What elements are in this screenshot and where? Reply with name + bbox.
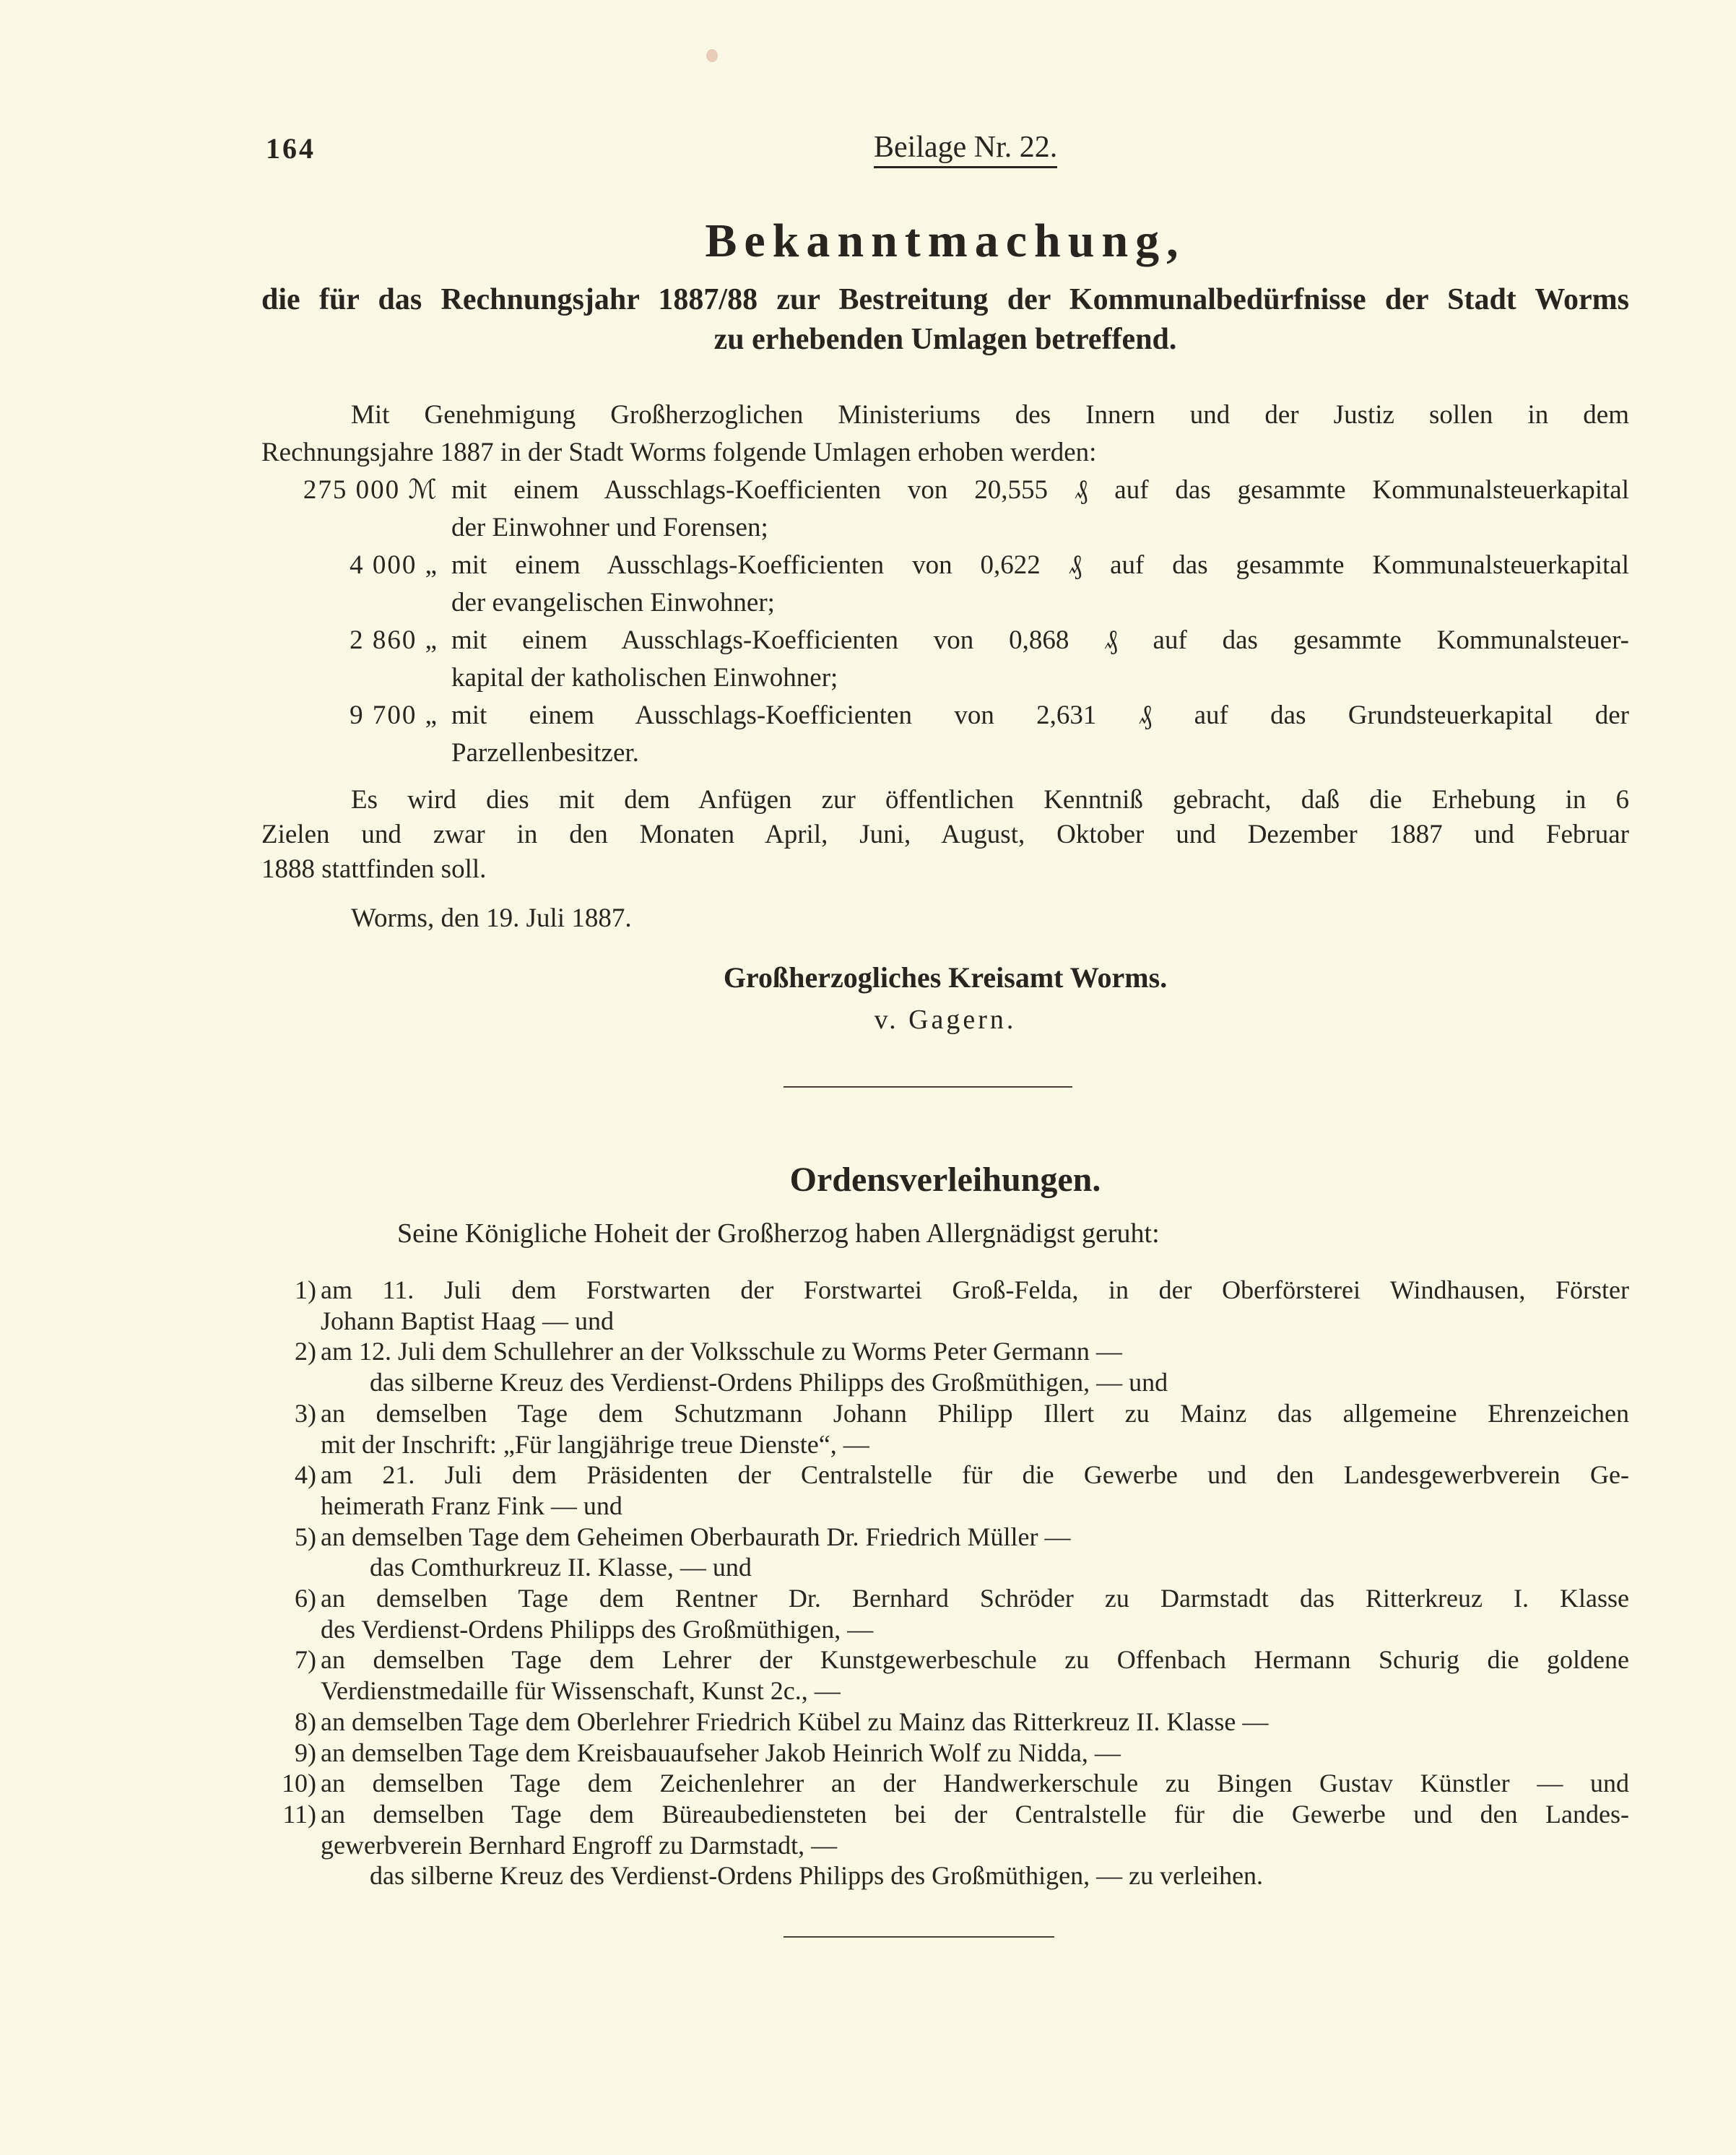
levy-line: kapital der katholischen Einwohner;	[451, 663, 838, 693]
amount-value: 4 000	[350, 550, 417, 580]
decoration-item	[261, 1707, 1629, 1738]
item-number: 5)	[295, 1522, 316, 1551]
issuing-authority: Großherzogliches Kreisamt Worms.	[723, 961, 1168, 994]
item-line: heimerath Franz Fink — und	[321, 1491, 622, 1520]
section-divider	[784, 1086, 1072, 1088]
levy-entry	[261, 622, 1629, 697]
decoration-item	[261, 1460, 1629, 1521]
levy-text	[451, 547, 1629, 622]
item-number: 10)	[282, 1769, 316, 1798]
item-number: 9)	[295, 1738, 316, 1767]
item-text	[321, 1398, 1629, 1460]
levy-entry	[261, 547, 1629, 622]
levy-line: der evangelischen Einwohner;	[451, 588, 775, 617]
notice-paragraph	[261, 783, 1629, 887]
item-number: 4)	[295, 1460, 316, 1490]
item-text	[321, 1522, 1629, 1583]
amount-unit: „	[425, 625, 438, 655]
item-number: 11)	[282, 1799, 316, 1829]
item-line: an demselben Tage dem Kreisbauaufseher Jakob Heinrich Wolf zu Nidda, —	[321, 1738, 1121, 1767]
item-text	[321, 1275, 1629, 1336]
item-number: 1)	[295, 1275, 316, 1304]
amount-unit: „	[425, 550, 438, 580]
item-text	[321, 1738, 1629, 1769]
award-line: das silberne Kreuz des Verdienst-Ordens Philipps des Großmüthigen, — und	[370, 1368, 1168, 1397]
decorations-intro: Seine Königliche Hoheit der Großherzog haben Allergnädigst geruht:	[397, 1218, 1160, 1249]
item-line: an demselben Tage dem Schutzmann Johann Philipp Illert zu Mainz das allgemeine Ehrenzeichen	[321, 1398, 1629, 1428]
notice-line: 1888 stattfinden soll.	[261, 854, 487, 884]
signatory: v. Gagern.	[874, 1005, 1017, 1035]
item-line: des Verdienst-Ordens Philipps des Großmüthigen, —	[321, 1614, 874, 1644]
item-line: an demselben Tage dem Geheimen Oberbaurath Dr. Friedrich Müller —	[321, 1522, 1071, 1551]
levy-text	[451, 472, 1629, 547]
decoration-item	[261, 1799, 1629, 1891]
intro-line: Rechnungsjahre 1887 in der Stadt Worms folgende Umlagen erhoben werden:	[261, 438, 1097, 467]
item-line: an demselben Tage dem Lehrer der Kunstgewerbeschule zu Offenbach Hermann Schurig die goldene	[321, 1645, 1629, 1675]
levy-line: mit einem Ausschlags-Koefficienten von 0,868 ₰ auf das gesammte Kommunalsteuer-	[451, 625, 1629, 655]
amount-value: 2 860	[350, 625, 417, 655]
decoration-item	[261, 1275, 1629, 1336]
decorations-title: Ordensverleihungen.	[789, 1161, 1101, 1199]
decorations-list	[261, 1275, 1629, 1891]
decoration-item	[261, 1738, 1629, 1769]
notice-line: Zielen und zwar in den Monaten April, Juni, August, Oktober und Dezember 1887 und Februar	[261, 820, 1629, 849]
levy-text	[451, 697, 1629, 772]
supplement-heading: Beilage Nr. 22.	[874, 130, 1057, 168]
levy-line: mit einem Ausschlags-Koefficienten von 20,555 ₰ auf das gesammte Kommunalsteuerkapital	[451, 475, 1629, 505]
decoration-item	[261, 1583, 1629, 1644]
decoration-item	[261, 1336, 1629, 1397]
subtitle-line: die für das Rechnungsjahr 1887/88 zur Bestreitung der Kommunalbedürfnisse der Stadt Worms	[261, 283, 1629, 316]
levy-amount	[261, 697, 451, 772]
decoration-item	[261, 1398, 1629, 1460]
item-number: 8)	[295, 1707, 316, 1736]
page-number: 164	[266, 132, 316, 165]
levy-text	[451, 622, 1629, 697]
award-line: das silberne Kreuz des Verdienst-Ordens Philipps des Großmüthigen, — zu verleihen.	[370, 1861, 1264, 1891]
decoration-item	[261, 1768, 1629, 1799]
item-line: Verdienstmedaille für Wissenschaft, Kunst 2c., —	[321, 1676, 841, 1706]
item-line: am 21. Juli dem Präsidenten der Centralstelle für die Gewerbe und den Landesgewerbverein Ge-	[321, 1460, 1629, 1490]
item-line: an demselben Tage dem Oberlehrer Friedrich Kübel zu Mainz das Ritterkreuz II. Klasse —	[321, 1707, 1269, 1736]
item-line: am 11. Juli dem Forstwarten der Forstwartei Groß-Felda, in der Oberförsterei Windhausen, Förster	[321, 1275, 1629, 1304]
item-line: mit der Inschrift: „Für langjährige treue Dienste“, —	[321, 1429, 869, 1459]
levy-line: mit einem Ausschlags-Koefficienten von 0,622 ₰ auf das gesammte Kommunalsteuerkapital	[451, 550, 1629, 580]
item-text	[321, 1799, 1629, 1891]
item-text	[321, 1707, 1629, 1738]
levy-amount	[261, 622, 451, 697]
item-line: gewerbverein Bernhard Engroff zu Darmstadt, —	[321, 1830, 838, 1860]
intro-line: Mit Genehmigung Großherzoglichen Ministeriums des Innern und der Justiz sollen in dem	[351, 400, 1629, 430]
notice-line: Es wird dies mit dem Anfügen zur öffentlichen Kenntniß gebracht, daß die Erhebung in 6	[351, 785, 1629, 815]
announcement-subtitle	[261, 280, 1629, 360]
item-number: 6)	[295, 1584, 316, 1613]
levy-amount	[261, 472, 451, 547]
item-line: Johann Baptist Haag — und	[321, 1306, 614, 1335]
decoration-item	[261, 1644, 1629, 1706]
subtitle-line: zu erhebenden Umlagen betreffend.	[713, 323, 1177, 356]
levy-line: Parzellenbesitzer.	[451, 738, 639, 768]
levy-line: der Einwohner und Forensen;	[451, 513, 768, 542]
item-line: am 12. Juli dem Schullehrer an der Volksschule zu Worms Peter Germann —	[321, 1337, 1122, 1366]
section-divider	[784, 1936, 1054, 1938]
item-number: 2)	[295, 1337, 316, 1366]
decoration-item	[261, 1522, 1629, 1583]
item-text	[321, 1644, 1629, 1706]
item-line: an demselben Tage dem Rentner Dr. Bernhard Schröder zu Darmstadt das Ritterkreuz I. Klasse	[321, 1584, 1629, 1613]
item-text	[321, 1768, 1629, 1799]
item-number: 7)	[295, 1645, 316, 1675]
item-line: an demselben Tage dem Büreaubediensteten bei der Centralstelle für die Gewerbe und den Landes-	[321, 1799, 1629, 1829]
item-line: an demselben Tage dem Zeichenlehrer an der Handwerkerschule zu Bingen Gustav Künstler — und	[321, 1769, 1629, 1798]
levy-entry	[261, 472, 1629, 547]
item-text	[321, 1336, 1629, 1397]
item-text	[321, 1460, 1629, 1521]
amount-unit: ℳ	[408, 475, 438, 505]
award-line: das Comthurkreuz II. Klasse, — und	[370, 1553, 752, 1582]
levy-line: mit einem Ausschlags-Koefficienten von 2,631 ₰ auf das Grundsteuerkapital der	[451, 701, 1629, 730]
levy-section	[261, 396, 1629, 772]
item-text	[321, 1583, 1629, 1644]
amount-unit: „	[425, 701, 438, 730]
amount-value: 9 700	[350, 701, 417, 730]
place-date: Worms, den 19. Juli 1887.	[351, 903, 632, 933]
levy-list	[261, 472, 1629, 772]
levy-amount	[261, 547, 451, 622]
item-number: 3)	[295, 1398, 316, 1428]
announcement-title: Bekanntmachung,	[705, 214, 1186, 267]
levy-entry	[261, 697, 1629, 772]
paper-stain	[706, 49, 718, 62]
amount-value: 275 000	[303, 475, 401, 505]
